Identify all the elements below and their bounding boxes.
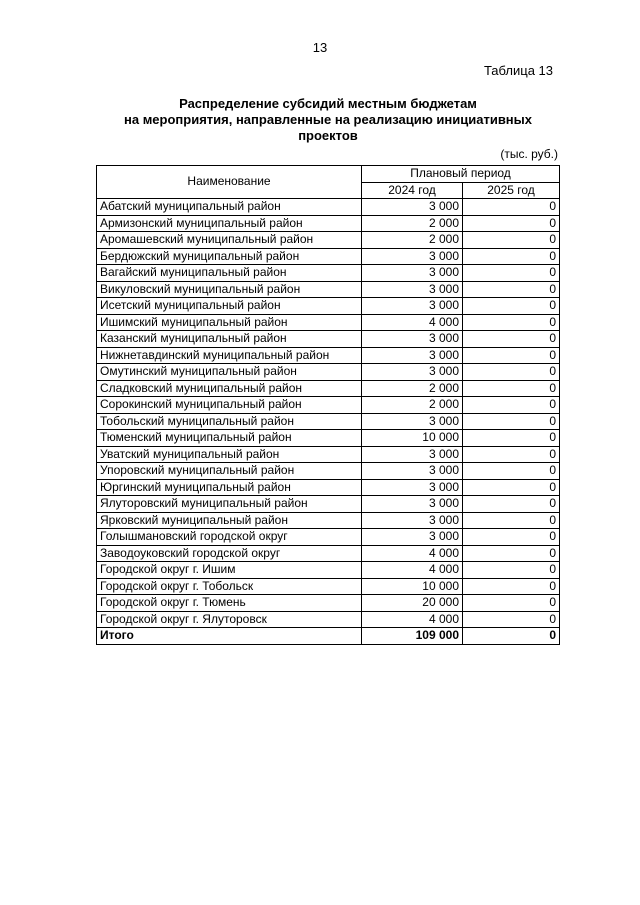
row-2024-cell: 3 000 bbox=[362, 281, 463, 298]
row-2024-cell: 4 000 bbox=[362, 611, 463, 628]
total-name-cell: Итого bbox=[97, 628, 362, 645]
row-2024-cell: 10 000 bbox=[362, 578, 463, 595]
row-2025-cell: 0 bbox=[463, 562, 560, 579]
row-2024-cell: 3 000 bbox=[362, 265, 463, 282]
row-2024-cell: 3 000 bbox=[362, 364, 463, 381]
table-row bbox=[97, 446, 560, 463]
row-2024-cell: 3 000 bbox=[362, 446, 463, 463]
row-name-cell: Ишимский муниципальный район bbox=[97, 314, 362, 331]
table-row bbox=[97, 430, 560, 447]
row-name-cell: Тюменский муниципальный район bbox=[97, 430, 362, 447]
table-row bbox=[97, 215, 560, 232]
table-row bbox=[97, 611, 560, 628]
row-name-cell: Казанский муниципальный район bbox=[97, 331, 362, 348]
row-2025-cell: 0 bbox=[463, 347, 560, 364]
row-name-cell: Городской округ г. Тюмень bbox=[97, 595, 362, 612]
header-year-2024: 2024 год bbox=[362, 182, 463, 199]
row-2025-cell: 0 bbox=[463, 397, 560, 414]
row-2024-cell: 2 000 bbox=[362, 215, 463, 232]
row-2025-cell: 0 bbox=[463, 595, 560, 612]
row-name-cell: Голышмановский городской округ bbox=[97, 529, 362, 546]
row-name-cell: Городской округ г. Тобольск bbox=[97, 578, 362, 595]
header-name: Наименование bbox=[97, 166, 362, 199]
row-2024-cell: 3 000 bbox=[362, 479, 463, 496]
units-label: (тыс. руб.) bbox=[500, 147, 558, 161]
row-2024-cell: 3 000 bbox=[362, 248, 463, 265]
row-2024-cell: 3 000 bbox=[362, 463, 463, 480]
table-row bbox=[97, 529, 560, 546]
row-2024-cell: 2 000 bbox=[362, 380, 463, 397]
row-2024-cell: 4 000 bbox=[362, 545, 463, 562]
row-2025-cell: 0 bbox=[463, 446, 560, 463]
row-name-cell: Тобольский муниципальный район bbox=[97, 413, 362, 430]
table-row bbox=[97, 413, 560, 430]
row-2024-cell: 3 000 bbox=[362, 496, 463, 513]
row-name-cell: Упоровский муниципальный район bbox=[97, 463, 362, 480]
table-row bbox=[97, 281, 560, 298]
row-name-cell: Омутинский муниципальный район bbox=[97, 364, 362, 381]
table-label: Таблица 13 bbox=[483, 63, 553, 78]
table-row bbox=[97, 232, 560, 249]
row-name-cell: Заводоуковский городской округ bbox=[97, 545, 362, 562]
row-2024-cell: 20 000 bbox=[362, 595, 463, 612]
row-name-cell: Нижнетавдинский муниципальный район bbox=[97, 347, 362, 364]
table-row bbox=[97, 364, 560, 381]
row-2025-cell: 0 bbox=[463, 413, 560, 430]
row-2025-cell: 0 bbox=[463, 298, 560, 315]
page-number: 13 bbox=[312, 40, 328, 55]
table-row bbox=[97, 248, 560, 265]
row-2025-cell: 0 bbox=[463, 215, 560, 232]
table-row bbox=[97, 595, 560, 612]
table-row bbox=[97, 298, 560, 315]
row-2024-cell: 4 000 bbox=[362, 314, 463, 331]
title-line-3: проектов bbox=[298, 128, 358, 143]
row-name-cell: Уватский муниципальный район bbox=[97, 446, 362, 463]
row-2025-cell: 0 bbox=[463, 611, 560, 628]
row-2024-cell: 4 000 bbox=[362, 562, 463, 579]
table-row bbox=[97, 331, 560, 348]
row-name-cell: Исетский муниципальный район bbox=[97, 298, 362, 315]
row-name-cell: Бердюжский муниципальный район bbox=[97, 248, 362, 265]
table-row bbox=[97, 199, 560, 216]
row-2025-cell: 0 bbox=[463, 232, 560, 249]
table-row bbox=[97, 512, 560, 529]
title-line-1: Распределение субсидий местным бюджетам bbox=[179, 96, 477, 111]
row-2025-cell: 0 bbox=[463, 380, 560, 397]
row-2025-cell: 0 bbox=[463, 512, 560, 529]
table-row bbox=[97, 380, 560, 397]
table-row bbox=[97, 347, 560, 364]
table-row bbox=[97, 545, 560, 562]
row-name-cell: Сладковский муниципальный район bbox=[97, 380, 362, 397]
row-name-cell: Аромашевский муниципальный район bbox=[97, 232, 362, 249]
row-name-cell: Ялуторовский муниципальный район bbox=[97, 496, 362, 513]
row-name-cell: Абатский муниципальный район bbox=[97, 199, 362, 216]
table-row bbox=[97, 578, 560, 595]
row-2024-cell: 3 000 bbox=[362, 413, 463, 430]
row-name-cell: Ярковский муниципальный район bbox=[97, 512, 362, 529]
table-title bbox=[96, 96, 560, 144]
row-2025-cell: 0 bbox=[463, 578, 560, 595]
row-name-cell: Юргинский муниципальный район bbox=[97, 479, 362, 496]
row-2025-cell: 0 bbox=[463, 430, 560, 447]
row-2025-cell: 0 bbox=[463, 529, 560, 546]
table-row bbox=[97, 496, 560, 513]
row-2025-cell: 0 bbox=[463, 199, 560, 216]
row-2024-cell: 2 000 bbox=[362, 397, 463, 414]
row-2024-cell: 3 000 bbox=[362, 512, 463, 529]
table-row bbox=[97, 479, 560, 496]
row-name-cell: Вагайский муниципальный район bbox=[97, 265, 362, 282]
row-name-cell: Сорокинский муниципальный район bbox=[97, 397, 362, 414]
table-row bbox=[97, 463, 560, 480]
row-name-cell: Городской округ г. Ялуторовск bbox=[97, 611, 362, 628]
header-year-2025: 2025 год bbox=[463, 182, 560, 199]
table-row bbox=[97, 314, 560, 331]
row-2024-cell: 3 000 bbox=[362, 529, 463, 546]
table-row bbox=[97, 562, 560, 579]
row-2025-cell: 0 bbox=[463, 248, 560, 265]
table-row bbox=[97, 397, 560, 414]
row-2024-cell: 3 000 bbox=[362, 331, 463, 348]
row-2025-cell: 0 bbox=[463, 331, 560, 348]
row-name-cell: Викуловский муниципальный район bbox=[97, 281, 362, 298]
total-2025-cell: 0 bbox=[463, 628, 560, 645]
row-2024-cell: 3 000 bbox=[362, 199, 463, 216]
total-row bbox=[97, 628, 560, 645]
row-2024-cell: 3 000 bbox=[362, 298, 463, 315]
total-2024-cell: 109 000 bbox=[362, 628, 463, 645]
row-name-cell: Армизонский муниципальный район bbox=[97, 215, 362, 232]
table-row bbox=[97, 265, 560, 282]
row-2025-cell: 0 bbox=[463, 479, 560, 496]
row-2025-cell: 0 bbox=[463, 265, 560, 282]
row-2025-cell: 0 bbox=[463, 314, 560, 331]
row-2025-cell: 0 bbox=[463, 463, 560, 480]
table-body bbox=[97, 199, 560, 645]
row-2024-cell: 3 000 bbox=[362, 347, 463, 364]
row-2025-cell: 0 bbox=[463, 364, 560, 381]
row-2024-cell: 10 000 bbox=[362, 430, 463, 447]
title-line-2: на мероприятия, направленные на реализацию инициативных bbox=[124, 112, 532, 127]
row-2024-cell: 2 000 bbox=[362, 232, 463, 249]
row-2025-cell: 0 bbox=[463, 496, 560, 513]
row-2025-cell: 0 bbox=[463, 281, 560, 298]
subsidy-table bbox=[96, 165, 560, 645]
header-planned-period: Плановый период bbox=[362, 166, 560, 183]
row-2025-cell: 0 bbox=[463, 545, 560, 562]
row-name-cell: Городской округ г. Ишим bbox=[97, 562, 362, 579]
